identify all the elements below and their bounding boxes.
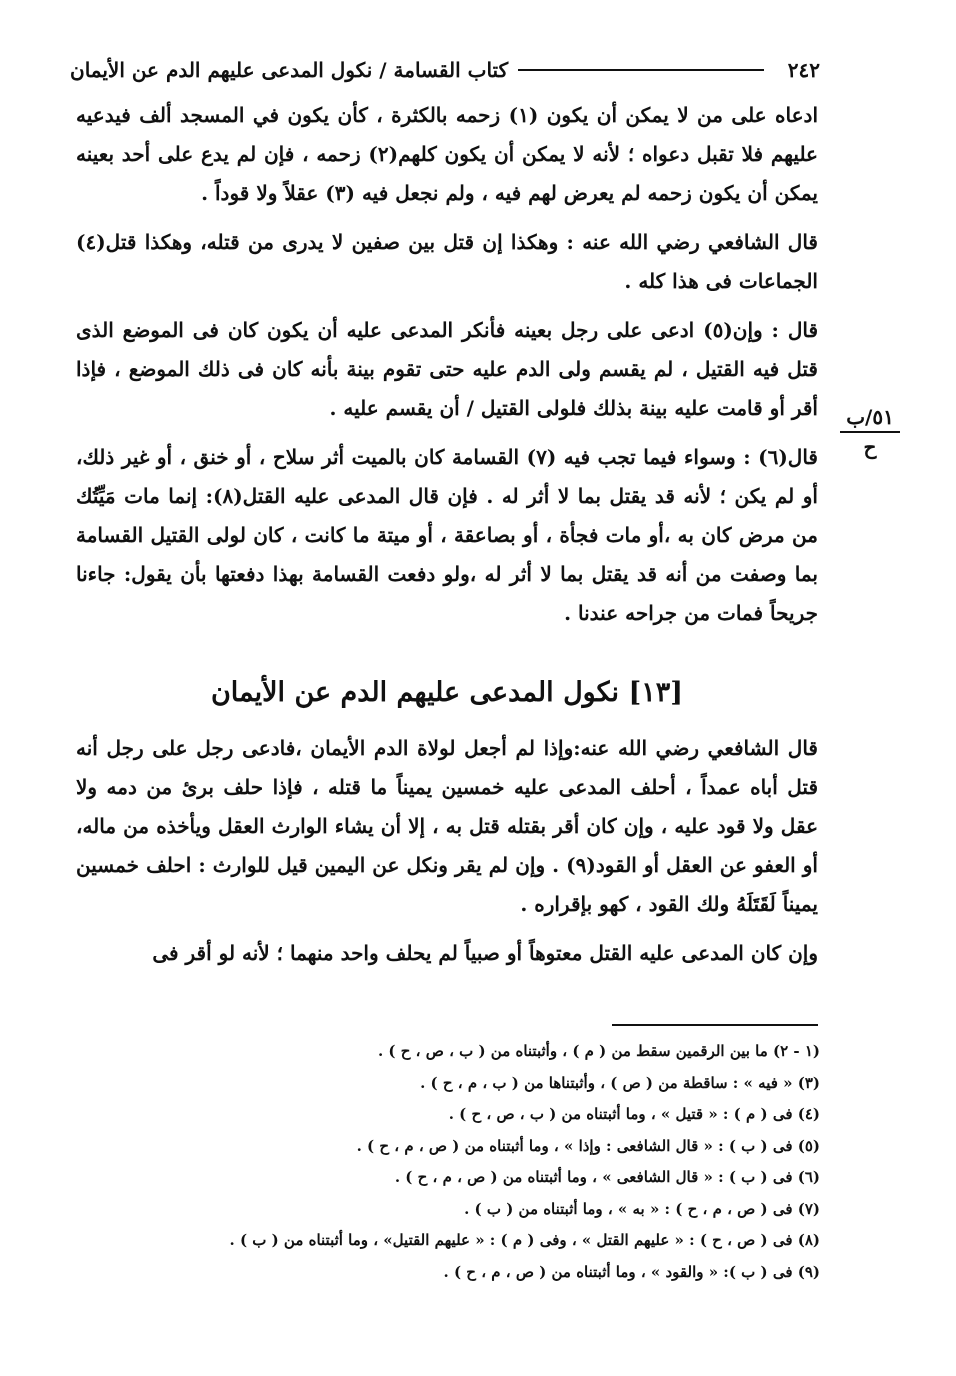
paragraph: [76, 311, 818, 428]
footnote: (٣) « فيه » : ساقطة من ( ص ) ، وأثبتناها من ( ب ، م ، ح ) .: [420, 1073, 820, 1092]
footnotes: [120, 1036, 820, 1288]
paragraph-text: وإن كان المدعى عليه القتل معتوهاً أو صبياً لم يحلف واحد منهما ؛ لأنه لو أقر فى: [152, 941, 818, 965]
paragraph-text: :وإذا لم أجعل لولاة الدم الأيمان ،فادعى رجل على رجل أنه قتل أباه عمداً ، أحلف المدعى عليه خمسين يميناً ما قتله ، فإذا حلف برئ من دمه ولا عقل ولا قود عليه ، وإن كان أقر بقتله قتل به ، إلا أن يشاء الوارث العقل ويأخذه من ماله، أو العفو عن العقل أو القود(٩) . وإن لم يقر ونكل عن اليمين قيل للوارث : احلف خمسين يميناً لَقَتَلَهُ ولك القود ، كهو بإقراره .: [76, 736, 818, 916]
paragraph-text: : وإن(٥) ادعى على رجل بعينه فأنكر المدعى عليه أن يكون كان فى الموضع الذى قتل فيه القتيل ، لم يقسم ولى الدم عليه حتى تقوم بينة بأنه كان فى ذلك الموضع ، فإذا أقر أو قامت عليه بينة بذلك فلولى القتيل / أن يقسم عليه .: [76, 318, 818, 420]
footnote-separator: [612, 1024, 818, 1026]
folio-number: ٥١/ب: [840, 405, 900, 433]
page-number: ٢٤٢: [787, 58, 820, 82]
footnote: (٤) فى ( م ) : « قتيل » ، وما أثبتناه من ( ب ، ص ، ح ) .: [448, 1105, 820, 1123]
footnote: (٦) فى ( ب ) : « قال الشافعى » ، وما أثبتناه من ( ص ، م ، ح ) .: [394, 1168, 820, 1186]
paragraph-text: قال(٦) : وسواء فيما تجب فيه (٧) القسامة كان بالميت أثر سلاح ، أو خنق ، أو غير ذلك، أو لم يكن ؛ لأنه قد يقتل بما لا أثر له . فإن قال المدعى عليه القتل(٨): إنما مات مَيِّتُك من مرض كان به ،أو مات فجأة ، أو بصاعقة ، أو ميتة ما كانت ، كان لولى القتيل القسامة بما وصفت من أنه قد يقتل بما لا أثر له ،ولو دفعت القسامة بهذا دفعتها بأن يقول: جاءنا جريحاً فمات من جراحه عندنا .: [76, 445, 818, 625]
footnote: (٧) فى ( ص ، م ، ح ) : « به » ، وما أثبتناه من ( ب ) .: [464, 1199, 820, 1218]
running-title: كتاب القسامة / نكول المدعى عليهم الدم عن الأيمان: [70, 58, 509, 82]
page-header: [70, 50, 820, 90]
paragraph: [76, 729, 818, 924]
footnote: (١ - ٢) ما بين الرقمين سقط من ( م ) ، وأثبتناه من ( ب ، ص ، ح ) .: [377, 1042, 820, 1060]
manuscript-folio-marker: [840, 405, 900, 459]
section-heading: [١٣] نكول المدعى عليهم الدم عن الأيمان: [210, 677, 684, 708]
paragraph-lead: قال الشافعي رضي الله عنه: [580, 736, 818, 760]
main-text: [76, 96, 818, 983]
paragraph-lead: قال: [787, 318, 818, 342]
footnote: (٥) فى ( ب ) : « قال الشافعى : وإذا » ، وما أثبتناه من ( ص ، م ، ح ) .: [356, 1136, 820, 1155]
paragraph: [76, 223, 818, 301]
paragraph: [76, 934, 818, 973]
header-rule: [518, 69, 764, 71]
paragraph-text: : وهكذا إن قتل بين صفين لا يدرى من قتله، وهكذا قتل(٤) الجماعات فى هذا كله .: [76, 230, 818, 293]
paragraph-lead: قال الشافعي رضي الله عنه: [582, 230, 818, 254]
paragraph: [76, 96, 818, 213]
footnote: (٩) فى ( ب ): « والقود » ، وما أثبتناه من ( ص ، م ، ح ) .: [443, 1262, 820, 1281]
paragraph: [76, 438, 818, 633]
folio-manuscript-letter: ح: [863, 435, 877, 459]
footnote: (٨) فى ( ص ، ح ) : « عليهم القتل » ، وفى ( م ) : « عليهم القتيل» ، وما أثبتناه من ( ب ) .: [229, 1231, 820, 1249]
paragraph-text: ادعاه على من لا يمكن أن يكون (١) زحمه بالكثرة ، كأن يكون في المسجد ألف فيدعيه عليهم فلا تقبل دعواه ؛ لأنه لا يمكن أن يكون كلهم(٢) زحمه ، فإن لم يدع على أحد بعينه يمكن أن يكون زحمه لم يعرض لهم فيه ، ولم نجعل فيه (٣) عقلاً ولا قوداً .: [76, 103, 818, 205]
